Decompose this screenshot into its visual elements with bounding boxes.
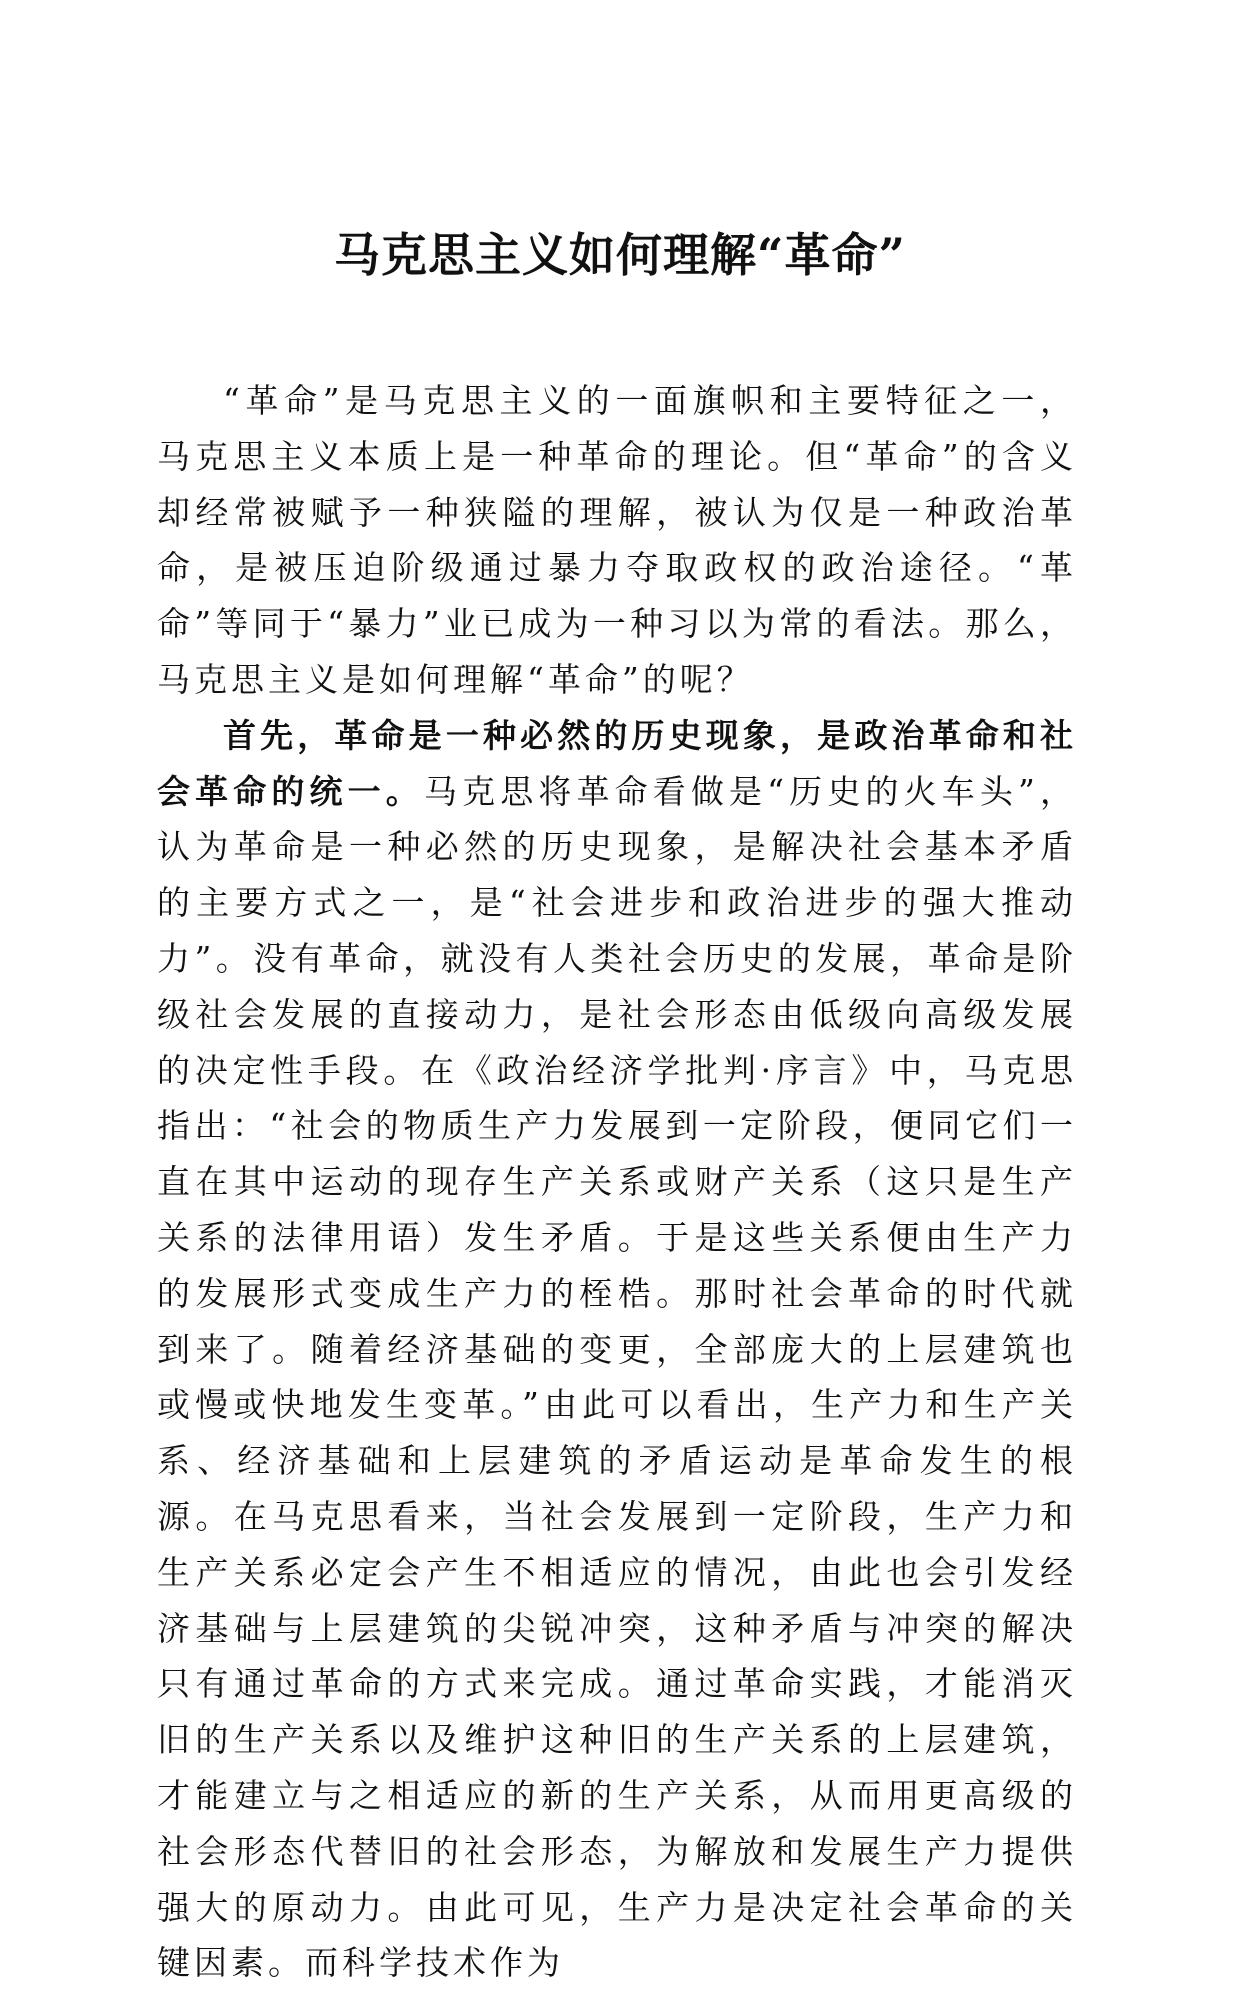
- paragraph-first-point: [157, 708, 1077, 1991]
- document-title: 马克思主义如何理解“革命”: [334, 228, 906, 282]
- paragraph-text: “革命”是马克思主义的一面旗帜和主要特征之一，马克思主义本质上是一种革命的理论。但“革命”的含义却经常被赋予一种狭隘的理解，被认为仅是一种政治革命，是被压迫阶级通过暴力夺取政权的政治途径。“革命”等同于“暴力”业已成为一种习以为常的看法。那么，马克思主义是如何理解“革命”的呢？: [157, 381, 1077, 699]
- document-body: [157, 373, 1077, 1991]
- paragraph-intro: [157, 373, 1077, 708]
- paragraph-text: 马克思将革命看做是“历史的火车头”，认为革命是一种必然的历史现象，是解决社会基本矛盾的主要方式之一，是“社会进步和政治进步的强大推动力”。没有革命，就没有人类社会历史的发展，革命是阶级社会发展的直接动力，是社会形态由低级向高级发展的决定性手段。在《政治经济学批判·序言》中，马克思指出：“社会的物质生产力发展到一定阶段，便同它们一直在其中运动的现存生产关系或财产关系（这只是生产关系的法律用语）发生矛盾。于是这些关系便由生产力的发展形式变成生产力的桎梏。那时社会革命的时代就到来了。随着经济基础的变更，全部庞大的上层建筑也或慢或快地发生变革。”由此可以看出，生产力和生产关系、经济基础和上层建筑的矛盾运动是革命发生的根源。在马克思看来，当社会发展到一定阶段，生产力和生产关系必定会产生不相适应的情况，由此也会引发经济基础与上层建筑的尖锐冲突，这种矛盾与冲突的解决只有通过革命的方式来完成。通过革命实践，才能消灭旧的生产关系以及维护这种旧的生产关系的上层建筑，才能建立与之相适应的新的生产关系，从而用更高级的社会形态代替旧的社会形态，为解放和发展生产力提供强大的原动力。由此可见，生产力是决定社会革命的关键因素。而科学技术作为: [157, 771, 1077, 1983]
- paragraph-lead-heading: 首先，革命是一种必然的历史现象，是政治革命和社会革命的统一。: [157, 715, 1077, 811]
